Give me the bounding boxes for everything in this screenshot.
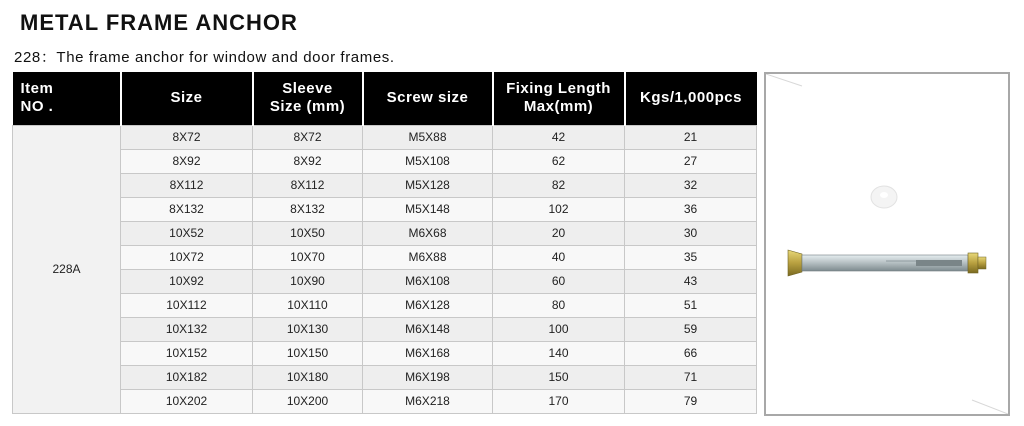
- sleeve-cell: 10X70: [253, 245, 363, 269]
- corner-line: [972, 400, 1008, 414]
- table-row: [13, 341, 757, 365]
- spec-table: [12, 72, 757, 414]
- table-row: [13, 197, 757, 221]
- fixing-cell: 140: [493, 341, 625, 365]
- table-row: [13, 365, 757, 389]
- table-row: [13, 317, 757, 341]
- fixing-cell: 100: [493, 317, 625, 341]
- page-subtitle: 228：The frame anchor for window and door frames.: [14, 49, 395, 66]
- kgs-cell: 36: [625, 197, 757, 221]
- kgs-cell: 79: [625, 389, 757, 413]
- sleeve-cell: 8X72: [253, 125, 363, 149]
- header-kgs: Kgs/1,000pcs: [625, 72, 757, 125]
- fixing-cell: 62: [493, 149, 625, 173]
- table-row: [13, 173, 757, 197]
- kgs-cell: 66: [625, 341, 757, 365]
- size-cell: 10X132: [121, 317, 253, 341]
- sleeve-cell: 8X92: [253, 149, 363, 173]
- size-cell: 10X202: [121, 389, 253, 413]
- screw-cell: M5X148: [363, 197, 493, 221]
- fixing-cell: 82: [493, 173, 625, 197]
- table-row: [13, 245, 757, 269]
- header-screw-size: Screw size: [363, 72, 493, 125]
- size-cell: 10X52: [121, 221, 253, 245]
- kgs-cell: 59: [625, 317, 757, 341]
- table-row: [13, 269, 757, 293]
- table-row: [13, 221, 757, 245]
- table-row: [13, 389, 757, 413]
- size-cell: 8X112: [121, 173, 253, 197]
- sleeve-cell: 10X110: [253, 293, 363, 317]
- kgs-cell: 21: [625, 125, 757, 149]
- screw-cell: M6X108: [363, 269, 493, 293]
- size-cell: 8X92: [121, 149, 253, 173]
- header-fixing-length: Fixing Length Max(mm): [493, 72, 625, 125]
- size-cell: 10X182: [121, 365, 253, 389]
- fixing-cell: 170: [493, 389, 625, 413]
- kgs-cell: 32: [625, 173, 757, 197]
- screw-cell: M5X128: [363, 173, 493, 197]
- corner-line: [766, 74, 802, 86]
- screw-cell: M6X218: [363, 389, 493, 413]
- fixing-cell: 102: [493, 197, 625, 221]
- fixing-cell: 60: [493, 269, 625, 293]
- size-cell: 10X72: [121, 245, 253, 269]
- table-row: [13, 293, 757, 317]
- sleeve-cell: 10X150: [253, 341, 363, 365]
- kgs-cell: 35: [625, 245, 757, 269]
- product-photo-frame: [764, 72, 1010, 416]
- sleeve-cell: 10X130: [253, 317, 363, 341]
- kgs-cell: 30: [625, 221, 757, 245]
- screw-cell: M6X68: [363, 221, 493, 245]
- kgs-cell: 71: [625, 365, 757, 389]
- header-size: Size: [121, 72, 253, 125]
- screw-cell: M5X88: [363, 125, 493, 149]
- size-cell: 10X92: [121, 269, 253, 293]
- sleeve-cell: 8X132: [253, 197, 363, 221]
- size-cell: 8X72: [121, 125, 253, 149]
- fixing-cell: 150: [493, 365, 625, 389]
- table-row: [13, 125, 757, 149]
- item-no-cell: 228A: [13, 125, 121, 413]
- page-title: METAL FRAME ANCHOR: [20, 10, 298, 35]
- kgs-cell: 51: [625, 293, 757, 317]
- table-header-row: [13, 72, 757, 125]
- fixing-cell: 80: [493, 293, 625, 317]
- fixing-cell: 40: [493, 245, 625, 269]
- screw-cell: M6X88: [363, 245, 493, 269]
- kgs-cell: 27: [625, 149, 757, 173]
- anchor-head-icon: [788, 250, 802, 276]
- screw-cell: M5X108: [363, 149, 493, 173]
- fixing-cell: 42: [493, 125, 625, 149]
- table-row: [13, 149, 757, 173]
- screw-cell: M6X128: [363, 293, 493, 317]
- size-cell: 8X132: [121, 197, 253, 221]
- size-cell: 10X152: [121, 341, 253, 365]
- anchor-nut-icon: [968, 253, 978, 273]
- sleeve-cell: 10X200: [253, 389, 363, 413]
- sleeve-cell: 8X112: [253, 173, 363, 197]
- screw-cell: M6X148: [363, 317, 493, 341]
- header-item-no: Item NO .: [13, 72, 121, 125]
- screw-cell: M6X168: [363, 341, 493, 365]
- sleeve-cell: 10X50: [253, 221, 363, 245]
- screw-cell: M6X198: [363, 365, 493, 389]
- fixing-cell: 20: [493, 221, 625, 245]
- sleeve-cell: 10X180: [253, 365, 363, 389]
- kgs-cell: 43: [625, 269, 757, 293]
- size-cell: 10X112: [121, 293, 253, 317]
- header-sleeve-size: Sleeve Size (mm): [253, 72, 363, 125]
- frame-anchor-photo-icon: [766, 74, 1008, 414]
- sleeve-cell: 10X90: [253, 269, 363, 293]
